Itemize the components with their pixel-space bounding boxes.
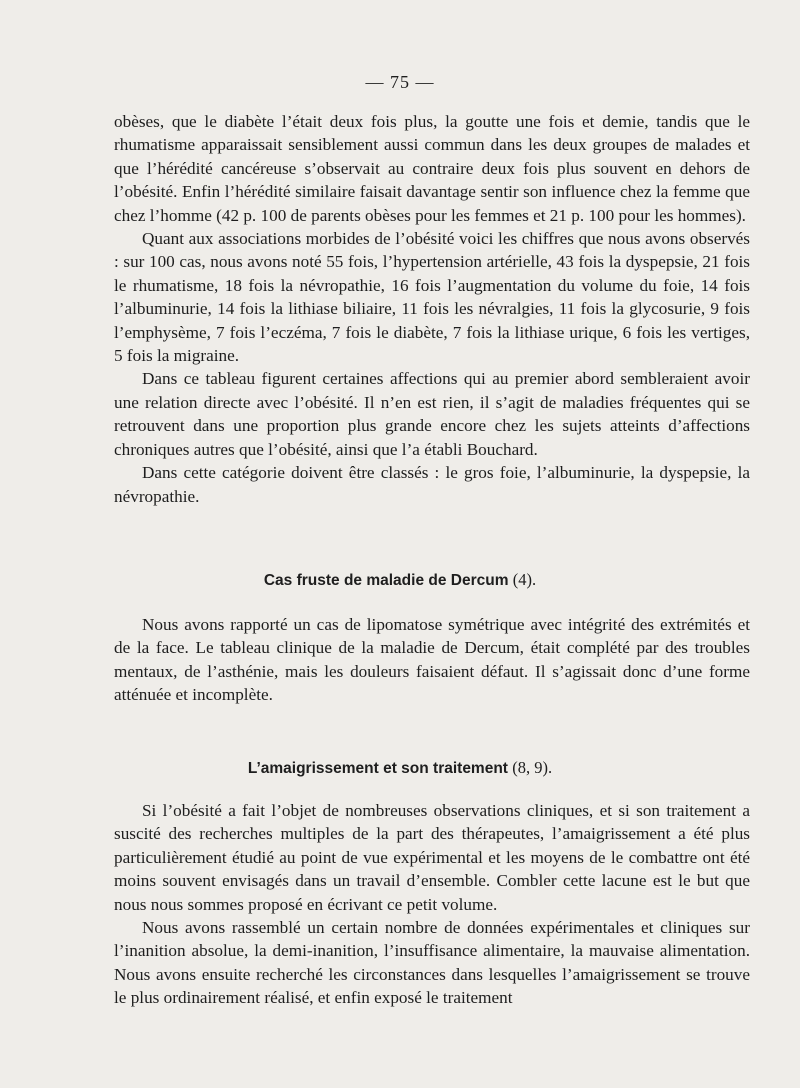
section-heading-dercum [0, 570, 800, 590]
amaigrissement-text-block [114, 799, 750, 1010]
paragraph: Nous avons rapporté un cas de lipomatose symétrique avec intégrité des extrémités et de la face. Le tableau clinique de la maladie de Dercum, était complété par des troubles mentaux, de l’asthénie, mais les douleurs faisaient défaut. Il s’agissait donc d’une forme atténuée et incomplète. [114, 615, 750, 705]
paragraph: Dans ce tableau figurent certaines affections qui au premier abord sembleraient avoir une relation directe avec l’obésité. Il n’en est rien, il s’agit de maladies fréquentes qui se retrouvent dans une proportion plus grande encore chez les sujets atteints d’affections chroniques autres que l’obésité, ainsi que l’a établi Bouchard. [114, 369, 750, 459]
section-reference: (4). [512, 570, 537, 589]
section-title: L’amaigrissement et son traitement [247, 760, 508, 777]
dercum-text-block [114, 613, 750, 707]
section-heading-amaigrissement [0, 758, 800, 778]
page-number: — 75 — [365, 72, 435, 92]
paragraph: Nous avons rassemblé un certain nombre de données expérimentales et cliniques sur l’inanition absolue, la demi-inanition, l’insuffisance alimentaire, la mauvaise alimentation. Nous avons ensuite recherché les circonstances dans lesquelles l’amaigrissement se trouve le plus ordinairement réalisé, et enfin exposé le traitement [114, 918, 750, 1008]
section-title: Cas fruste de maladie de Dercum [263, 572, 509, 589]
paragraph: Dans cette catégorie doivent être classés : le gros foie, l’albuminurie, la dyspepsie, la névropathie. [114, 463, 750, 506]
paragraph: obèses, que le diabète l’était deux fois plus, la goutte une fois et demie, tandis que le rhumatisme apparaissait sensiblement aussi commun dans les deux groupes de malades et que l’hérédité cancéreuse s’observait au contraire deux fois plus souvent en dehors de l’obésité. Enfin l’hérédité similaire faisait davantage sentir son influence chez la femme que chez l’homme (42 p. 100 de parents obèses pour les femmes et 21 p. 100 pour les hommes). [114, 112, 750, 225]
continued-text-block [114, 110, 750, 508]
paragraph: Si l’obésité a fait l’objet de nombreuses observations cliniques, et si son traitement a suscité des recherches multiples de la part des thérapeutes, l’amaigrissement a été plus particulièrement étudié au point de vue expérimental et les moyens de le combattre ont été moins souvent envisagés dans un travail d’ensemble. Combler cette lacune est le but que nous nous sommes proposé en écrivant ce petit volume. [114, 801, 750, 914]
section-reference: (8, 9). [512, 758, 553, 777]
paragraph: Quant aux associations morbides de l’obésité voici les chiffres que nous avons observés : sur 100 cas, nous avons noté 55 fois, l’hypertension artérielle, 43 fois la dyspepsie, 21 fois le rhumatisme, 18 fois la névropathie, 16 fois l’augmentation du volume du foie, 14 fois l’albuminurie, 14 fois la lithiase biliaire, 11 fois les névralgies, 11 fois la glycosurie, 9 fois l’emphysème, 7 fois l’eczéma, 7 fois le diabète, 7 fois la lithiase urique, 6 fois les vertiges, 5 fois la migraine. [114, 229, 750, 366]
